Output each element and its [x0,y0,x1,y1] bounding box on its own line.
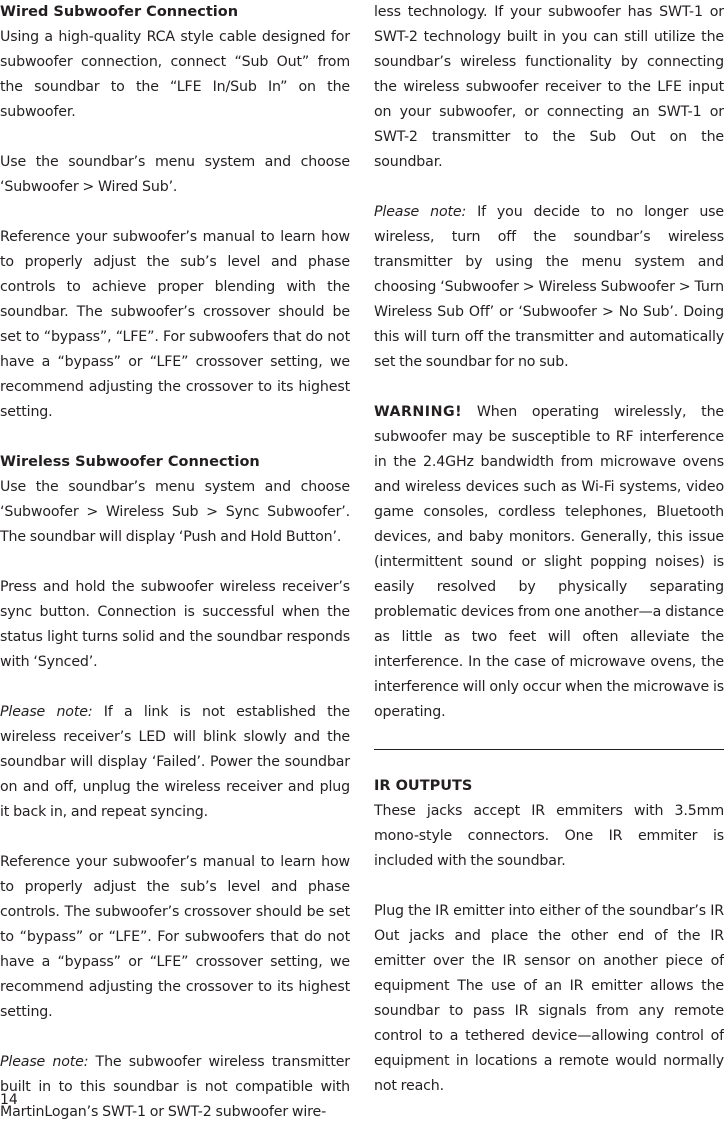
wired-paragraph-3: Reference your subwoofer’s manual to learn how to properly adjust the sub’s level and phase controls to achieve proper blending with the soundbar. The subwoofer’s crossover should be set to “bypass”, “LFE”. For subwoofers that do not have a “bypass” or “LFE” crossover setting, we recommend adjusting the crossover to its highest setting. [0,229,350,420]
wireless-subwoofer-heading: Wireless Subwoofer Connection [0,454,260,470]
ir-paragraph-1: These jacks accept IR emmiters with 3.5mm mono-style connectors. One IR emmiter is included with the soundbar. [374,803,724,869]
wireless-paragraph-2: Press and hold the subwoofer wireless receiver’s sync button. Connection is successful when the status light turns solid and the soundbar responds with ‘Synced’. [0,579,350,670]
continued-paragraph: less technology. If your subwoofer has SWT-1 or SWT-2 technology built in you can still utilize the soundbar’s wireless functionality by connecting the wireless subwoofer receiver to the LFE input on your subwoofer, or connecting an SWT-1 or SWT-2 transmitter to the Sub Out on the soundbar. [374,4,724,170]
wired-paragraph-2: Use the soundbar’s menu system and choose ‘Subwoofer > Wired Sub’. [0,154,350,195]
section-divider [374,749,724,750]
wired-paragraph-1: Using a high-quality RCA style cable designed for subwoofer connection, connect “Sub Out” from the soundbar to the “LFE In/Sub In” on the subwoofer. [0,29,350,120]
wired-subwoofer-heading: Wired Subwoofer Connection [0,4,239,20]
right-column [374,0,724,1099]
note-label: Please note: [0,1054,89,1070]
ir-paragraph-2: Plug the IR emitter into either of the soundbar’s IR Out jacks and place the other end of the IR emitter over the IR sensor on another piece of equipment The use of an IR emitter allows the soundbar to pass IR signals from any remote control to a tethered device—allowing control of equipment in locations a remote would normally not reach. [374,903,724,1094]
ir-outputs-heading: IR OUTPUTS [374,778,473,794]
wireless-paragraph-3: Reference your subwoofer’s manual to learn how to properly adjust the sub’s level and phase controls. The subwoofer’s crossover should be set to “bypass” or “LFE”. For subwoofers that do not have a “bypass” or “LFE” crossover setting, we recommend adjusting the crossover to its highest setting. [0,854,350,1020]
wireless-paragraph-1: Use the soundbar’s menu system and choose ‘Subwoofer > Wireless Sub > Sync Subwoofer’. The soundbar will display ‘Push and Hold Button’. [0,479,350,545]
note-label: Please note: [374,204,467,220]
page-number: 14 [0,1092,18,1108]
warning-paragraph [374,400,724,725]
note-paragraph-1 [0,700,350,825]
note-text: The subwoofer wireless transmitter built in to this soundbar is not compatible with MartinLogan’s SWT-1 or SWT-2 subwoofer wire- [0,1054,350,1120]
note-text: If a link is not established the wireless receiver’s LED will blink slowly and the soundbar will display ‘Failed’. Power the soundbar on and off, unplug the wireless receiver and plug it back in, and repeat syncing. [0,704,350,820]
warning-text: When operating wirelessly, the subwoofer may be susceptible to RF interference in the 2.4GHz bandwidth from microwave ovens and wireless devices such as Wi-Fi systems, video game consoles, cordless telephones, Bluetooth devices, and baby monitors. Generally, this issue (intermittent sound or slight popping noises) is easily resolved by physically separating problematic devices from one another—a distance as little as two feet will often alleviate the interference. In the case of microwave ovens, the interference will only occur when the microwave is operating. [374,404,724,720]
left-column [0,0,350,1125]
note-label: Please note: [0,704,93,720]
warning-label: WARNING! [374,404,463,420]
note-text: If you decide to no longer use wireless, turn off the soundbar’s wireless transmitter by using the menu system and choosing ‘Subwoofer > Wireless Subwoofer > Turn Wireless Sub Off’ or ‘Subwoofer > No Sub’. Doing this will turn off the transmitter and automatically set the soundbar for no sub. [374,204,724,370]
note-paragraph-3 [374,200,724,375]
